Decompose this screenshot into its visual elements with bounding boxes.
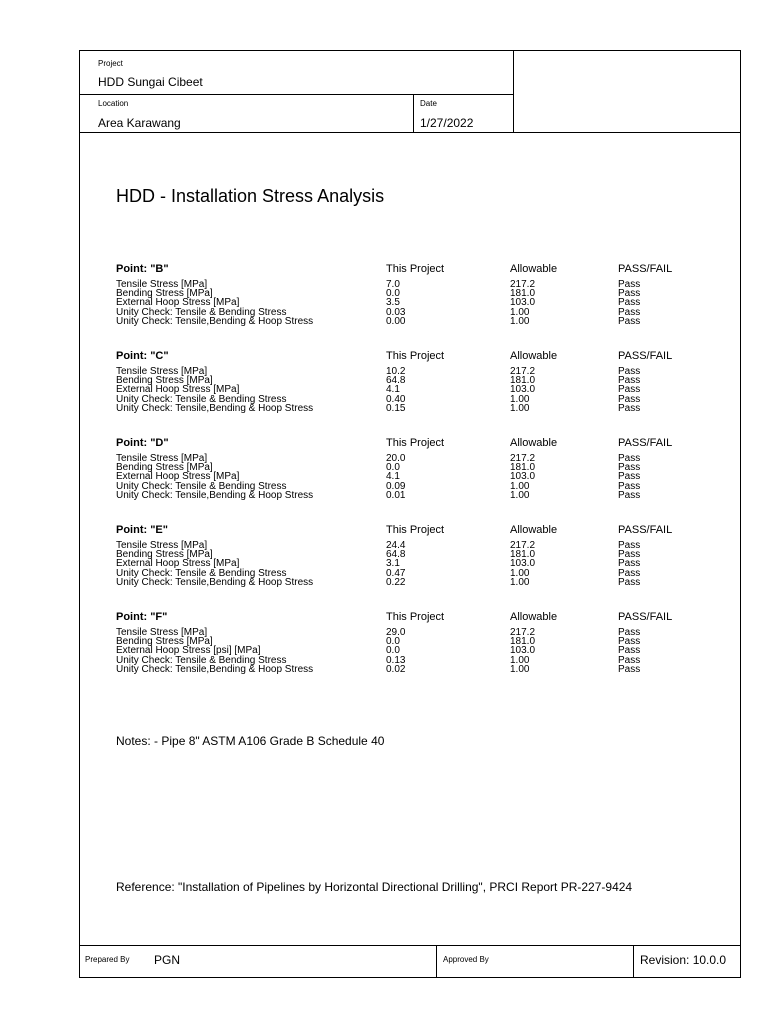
point-label: Point: "F" (116, 611, 168, 623)
row-label: External Hoop Stress [MPa] (116, 384, 240, 396)
row-result: Pass (618, 375, 641, 387)
row-value: 0.09 (386, 480, 406, 492)
row-label: External Hoop Stress [MPa] (116, 558, 240, 570)
point-label: Point: "C" (116, 350, 169, 362)
row-allowable: 217.2 (510, 279, 536, 290)
row-allowable: 217.2 (510, 366, 536, 377)
row-value: 0.40 (386, 393, 406, 405)
date-value: 1/27/2022 (420, 116, 474, 130)
row-allowable: 181.0 (510, 462, 536, 474)
row-allowable: 103.0 (510, 645, 536, 657)
section-header (0, 610, 768, 624)
allowable-header: Allowable (510, 611, 558, 623)
row-value: 7.0 (386, 279, 400, 290)
row-label: Bending Stress [MPa] (116, 462, 213, 474)
pass-fail-header: PASS/FAIL (618, 437, 673, 449)
row-result: Pass (618, 453, 641, 464)
row-allowable: 103.0 (510, 297, 536, 309)
location-label: Location (98, 99, 129, 108)
row-label: Unity Check: Tensile,Bending & Hoop Stress (116, 576, 314, 588)
section-header (0, 262, 768, 276)
row-label: Unity Check: Tensile & Bending Stress (116, 393, 287, 405)
row-result: Pass (618, 315, 641, 327)
point-label: Point: "B" (116, 263, 169, 275)
row-allowable: 1.00 (510, 315, 530, 327)
row-label: Unity Check: Tensile & Bending Stress (116, 306, 287, 318)
row-value: 0.02 (386, 663, 406, 675)
row-value: 4.1 (386, 471, 400, 483)
this-project-header: This Project (386, 263, 445, 275)
location-value: Area Karawang (98, 116, 181, 130)
result-row (0, 317, 768, 327)
row-label: Tensile Stress [MPa] (116, 540, 208, 551)
row-allowable: 1.00 (510, 654, 530, 666)
row-allowable: 1.00 (510, 489, 530, 501)
result-row (0, 404, 768, 414)
allowable-header: Allowable (510, 350, 558, 362)
row-allowable: 1.00 (510, 402, 530, 414)
row-result: Pass (618, 279, 641, 290)
revision-text: Revision: 10.0.0 (640, 953, 727, 967)
row-value: 0.0 (386, 636, 400, 648)
allowable-header: Allowable (510, 437, 558, 449)
row-value: 0.00 (386, 315, 406, 327)
pass-fail-header: PASS/FAIL (618, 524, 673, 536)
row-allowable: 1.00 (510, 480, 530, 492)
report-title: HDD - Installation Stress Analysis (116, 186, 385, 206)
row-value: 64.8 (386, 549, 406, 561)
row-label: External Hoop Stress [MPa] (116, 471, 240, 483)
row-label: Unity Check: Tensile,Bending & Hoop Stress (116, 402, 314, 414)
section-header (0, 523, 768, 537)
row-value: 10.2 (386, 366, 406, 377)
approved-by-label: Approved By (443, 955, 489, 964)
footer-divider-1 (436, 945, 437, 978)
this-project-header: This Project (386, 437, 445, 449)
row-result: Pass (618, 480, 641, 492)
result-row (0, 665, 768, 675)
row-label: External Hoop Stress [MPa] (116, 297, 240, 309)
row-allowable: 103.0 (510, 471, 536, 483)
row-result: Pass (618, 636, 641, 648)
row-label: Bending Stress [MPa] (116, 375, 213, 387)
row-allowable: 181.0 (510, 375, 536, 387)
row-result: Pass (618, 654, 641, 666)
row-allowable: 103.0 (510, 558, 536, 570)
point-label: Point: "D" (116, 437, 169, 449)
row-result: Pass (618, 663, 641, 675)
this-project-header: This Project (386, 524, 445, 536)
row-allowable: 103.0 (510, 384, 536, 396)
row-allowable: 1.00 (510, 306, 530, 318)
this-project-header: This Project (386, 611, 445, 623)
row-result: Pass (618, 558, 641, 570)
project-label: Project (98, 59, 123, 68)
date-divider (413, 94, 414, 132)
row-value: 0.0 (386, 462, 400, 474)
row-label: Bending Stress [MPa] (116, 549, 213, 561)
row-allowable: 181.0 (510, 636, 536, 648)
row-result: Pass (618, 393, 641, 405)
row-result: Pass (618, 297, 641, 309)
row-result: Pass (618, 645, 641, 657)
row-allowable: 217.2 (510, 540, 536, 551)
reference-text: Reference: "Installation of Pipelines by Horizontal Directional Drilling", PRCI Report PR-227-9424 (116, 880, 633, 894)
header-bottom-border (79, 132, 741, 133)
section-header (0, 436, 768, 450)
row-label: Tensile Stress [MPa] (116, 453, 208, 464)
row-value: 0.47 (386, 567, 406, 579)
row-result: Pass (618, 306, 641, 318)
row-allowable: 181.0 (510, 288, 536, 300)
row-value: 24.4 (386, 540, 406, 551)
point-label: Point: "E" (116, 524, 168, 536)
row-result: Pass (618, 384, 641, 396)
row-result: Pass (618, 549, 641, 561)
row-allowable: 1.00 (510, 576, 530, 588)
row-label: Unity Check: Tensile & Bending Stress (116, 480, 287, 492)
row-value: 0.03 (386, 306, 406, 318)
row-label: Unity Check: Tensile,Bending & Hoop Stress (116, 489, 314, 501)
row-allowable: 181.0 (510, 549, 536, 561)
notes-text: Notes: - Pipe 8" ASTM A106 Grade B Schedule 40 (116, 734, 385, 748)
this-project-header: This Project (386, 350, 445, 362)
row-value: 0.15 (386, 402, 406, 414)
footer-top-border (79, 945, 741, 946)
row-value: 3.1 (386, 558, 400, 570)
row-allowable: 1.00 (510, 663, 530, 675)
prepared-by-value: PGN (154, 953, 181, 967)
row-result: Pass (618, 540, 641, 551)
pass-fail-header: PASS/FAIL (618, 611, 673, 623)
row-value: 0.0 (386, 645, 400, 657)
result-row (0, 578, 768, 588)
pass-fail-header: PASS/FAIL (618, 263, 673, 275)
row-result: Pass (618, 462, 641, 474)
row-result: Pass (618, 576, 641, 588)
row-result: Pass (618, 489, 641, 501)
row-result: Pass (618, 402, 641, 414)
header-right-divider (513, 50, 514, 132)
row-label: Tensile Stress [MPa] (116, 279, 208, 290)
row-value: 64.8 (386, 375, 406, 387)
row-label: Tensile Stress [MPa] (116, 366, 208, 377)
result-row (0, 491, 768, 501)
allowable-header: Allowable (510, 263, 558, 275)
row-label: Unity Check: Tensile & Bending Stress (116, 567, 287, 579)
row-label: Bending Stress [MPa] (116, 636, 213, 648)
row-result: Pass (618, 366, 641, 377)
prepared-by-label: Prepared By (85, 955, 130, 964)
row-label: Unity Check: Tensile & Bending Stress (116, 654, 287, 666)
row-result: Pass (618, 627, 641, 638)
row-value: 4.1 (386, 384, 400, 396)
row-value: 20.0 (386, 453, 406, 464)
project-value: HDD Sungai Cibeet (98, 75, 203, 89)
row-result: Pass (618, 471, 641, 483)
row-result: Pass (618, 288, 641, 300)
row-result: Pass (618, 567, 641, 579)
row-allowable: 1.00 (510, 567, 530, 579)
row-value: 0.13 (386, 654, 406, 666)
row-value: 0.01 (386, 489, 406, 501)
row-value: 29.0 (386, 627, 406, 638)
row-label: External Hoop Stress [psi] [MPa] (116, 645, 261, 657)
section-header (0, 349, 768, 363)
row-value: 0.22 (386, 576, 406, 588)
footer-divider-2 (633, 945, 634, 978)
row-label: Unity Check: Tensile,Bending & Hoop Stress (116, 663, 314, 675)
row-value: 3.5 (386, 297, 400, 309)
row-label: Unity Check: Tensile,Bending & Hoop Stress (116, 315, 314, 327)
row-allowable: 217.2 (510, 453, 536, 464)
allowable-header: Allowable (510, 524, 558, 536)
row-value: 0.0 (386, 288, 400, 300)
row-allowable: 217.2 (510, 627, 536, 638)
pass-fail-header: PASS/FAIL (618, 350, 673, 362)
header-divider (79, 94, 513, 95)
row-label: Tensile Stress [MPa] (116, 627, 208, 638)
date-label: Date (420, 99, 437, 108)
row-label: Bending Stress [MPa] (116, 288, 213, 300)
row-allowable: 1.00 (510, 393, 530, 405)
